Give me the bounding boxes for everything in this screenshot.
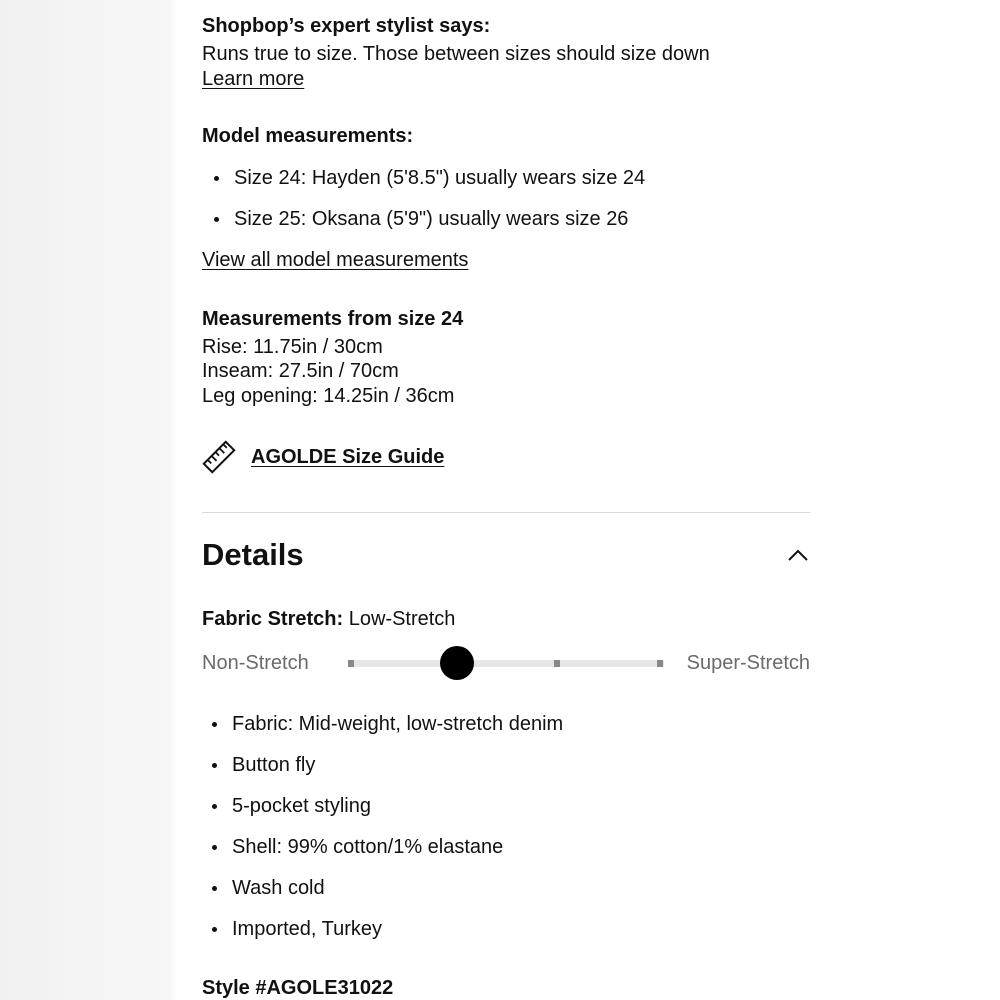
measurements-heading: Measurements from size 24 bbox=[202, 308, 464, 330]
list-item: 5-pocket styling bbox=[200, 794, 563, 818]
list-item: Button fly bbox=[200, 753, 563, 777]
view-all-model-measurements-link[interactable]: View all model measurements bbox=[202, 249, 469, 271]
model-measurements-list bbox=[202, 166, 645, 231]
stylist-heading: Shopbop’s expert stylist says: bbox=[202, 15, 491, 37]
measurement-leg-opening: Leg opening: 14.25in / 36cm bbox=[202, 385, 455, 407]
fabric-stretch-value: Low-Stretch bbox=[348, 608, 456, 630]
fabric-stretch-row bbox=[202, 607, 455, 631]
fabric-stretch-label: Fabric Stretch: bbox=[202, 608, 344, 630]
section-divider bbox=[202, 512, 810, 513]
list-item: Fabric: Mid-weight, low-stretch denim bbox=[200, 712, 563, 736]
style-number: Style #AGOLE31022 bbox=[202, 977, 394, 999]
stretch-scale-track bbox=[350, 660, 664, 667]
stretch-scale-tick bbox=[657, 660, 663, 667]
details-list bbox=[200, 712, 563, 941]
measurement-inseam: Inseam: 27.5in / 70cm bbox=[202, 360, 399, 382]
stretch-scale-tick bbox=[554, 660, 560, 667]
list-item: Size 25: Oksana (5'9") usually wears size 26 bbox=[202, 207, 645, 231]
size-guide-link[interactable]: AGOLDE Size Guide bbox=[251, 446, 445, 468]
list-item: Wash cold bbox=[200, 876, 563, 900]
model-measurements-heading: Model measurements: bbox=[202, 125, 414, 147]
list-item: Size 24: Hayden (5'8.5") usually wears size 24 bbox=[202, 166, 645, 190]
learn-more-link[interactable]: Learn more bbox=[202, 68, 305, 90]
details-title: Details bbox=[202, 537, 304, 572]
stretch-level-indicator bbox=[440, 646, 474, 680]
list-item: Imported, Turkey bbox=[200, 917, 563, 941]
list-item: Shell: 99% cotton/1% elastane bbox=[200, 835, 563, 859]
scale-min-label: Non-Stretch bbox=[202, 652, 309, 674]
chevron-up-icon[interactable] bbox=[786, 543, 810, 567]
scale-max-label: Super-Stretch bbox=[686, 652, 810, 674]
ruler-icon bbox=[202, 440, 236, 479]
stretch-scale-tick bbox=[348, 660, 354, 667]
stylist-text: Runs true to size. Those between sizes should size down bbox=[202, 43, 710, 65]
measurement-rise: Rise: 11.75in / 30cm bbox=[202, 336, 383, 358]
